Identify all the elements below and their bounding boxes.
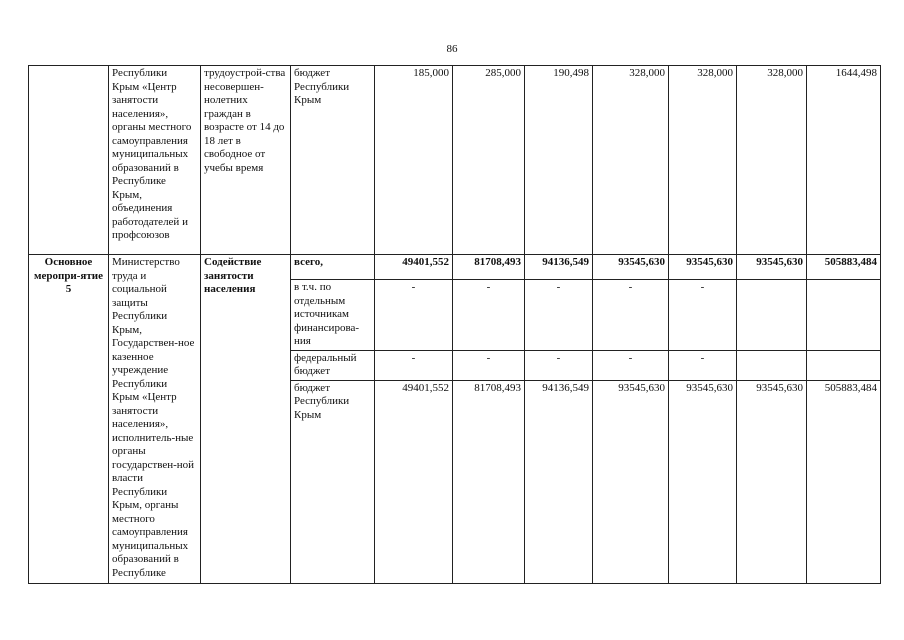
value-cell: 81708,493 xyxy=(453,255,525,280)
value-cell: - xyxy=(453,350,525,380)
value-cell: 93545,630 xyxy=(669,255,737,280)
total-cell xyxy=(807,280,881,351)
value-cell: - xyxy=(525,350,593,380)
value-cell: 93545,630 xyxy=(593,380,669,583)
page-number: 86 xyxy=(446,43,458,55)
value-cell: 93545,630 xyxy=(593,255,669,280)
value-cell: - xyxy=(375,350,453,380)
source-cell: бюджет Республики Крым xyxy=(291,380,375,583)
task-cell: трудоустрой-ства несовершен-нолетних граждан в возрасте от 14 до 18 лет в свободное от учебы время xyxy=(201,66,291,255)
task-title-cell: Содействие занятости населения xyxy=(201,255,291,584)
funding-table xyxy=(28,65,881,584)
value-cell: 285,000 xyxy=(453,66,525,255)
total-cell xyxy=(807,350,881,380)
value-cell: 328,000 xyxy=(593,66,669,255)
total-cell: 505883,484 xyxy=(807,380,881,583)
value-cell: 94136,549 xyxy=(525,380,593,583)
source-cell: федеральный бюджет xyxy=(291,350,375,380)
value-cell: - xyxy=(525,280,593,351)
value-cell: - xyxy=(375,280,453,351)
source-cell: в т.ч. по отдельным источникам финансирова-ния xyxy=(291,280,375,351)
source-cell: бюджет Республики Крым xyxy=(291,66,375,255)
value-cell: 93545,630 xyxy=(737,380,807,583)
value-cell: 49401,552 xyxy=(375,255,453,280)
value-cell: 328,000 xyxy=(669,66,737,255)
value-cell: 328,000 xyxy=(737,66,807,255)
executor-cell: Министерство труда и социальной защиты Республики Крым, Государствен-ное казенное учреждение Республики Крым «Центр занятости населения», исполнитель-ные органы государствен-ной власти Республики Крым, органы местного самоуправления муниципальных образований в Республике xyxy=(109,255,201,584)
value-cell: - xyxy=(669,280,737,351)
value-cell: - xyxy=(669,350,737,380)
measure-name-cell xyxy=(29,66,109,255)
value-cell: - xyxy=(453,280,525,351)
measure-name-cell: Основное меропри-ятие 5 xyxy=(29,255,109,584)
value-cell: 94136,549 xyxy=(525,255,593,280)
total-cell: 1644,498 xyxy=(807,66,881,255)
total-cell: 505883,484 xyxy=(807,255,881,280)
value-cell: 185,000 xyxy=(375,66,453,255)
value-cell: - xyxy=(593,350,669,380)
value-cell xyxy=(737,280,807,351)
value-cell: - xyxy=(593,280,669,351)
source-cell: всего, xyxy=(291,255,375,280)
value-cell: 93545,630 xyxy=(669,380,737,583)
table-row xyxy=(29,255,881,280)
executor-cell: Республики Крым «Центр занятости населения», органы местного самоуправления муниципальных образований в Республике Крым, объединения работодателей и профсоюзов xyxy=(109,66,201,255)
value-cell: 190,498 xyxy=(525,66,593,255)
value-cell: 81708,493 xyxy=(453,380,525,583)
value-cell xyxy=(737,350,807,380)
value-cell: 93545,630 xyxy=(737,255,807,280)
value-cell: 49401,552 xyxy=(375,380,453,583)
table-row xyxy=(29,66,881,255)
